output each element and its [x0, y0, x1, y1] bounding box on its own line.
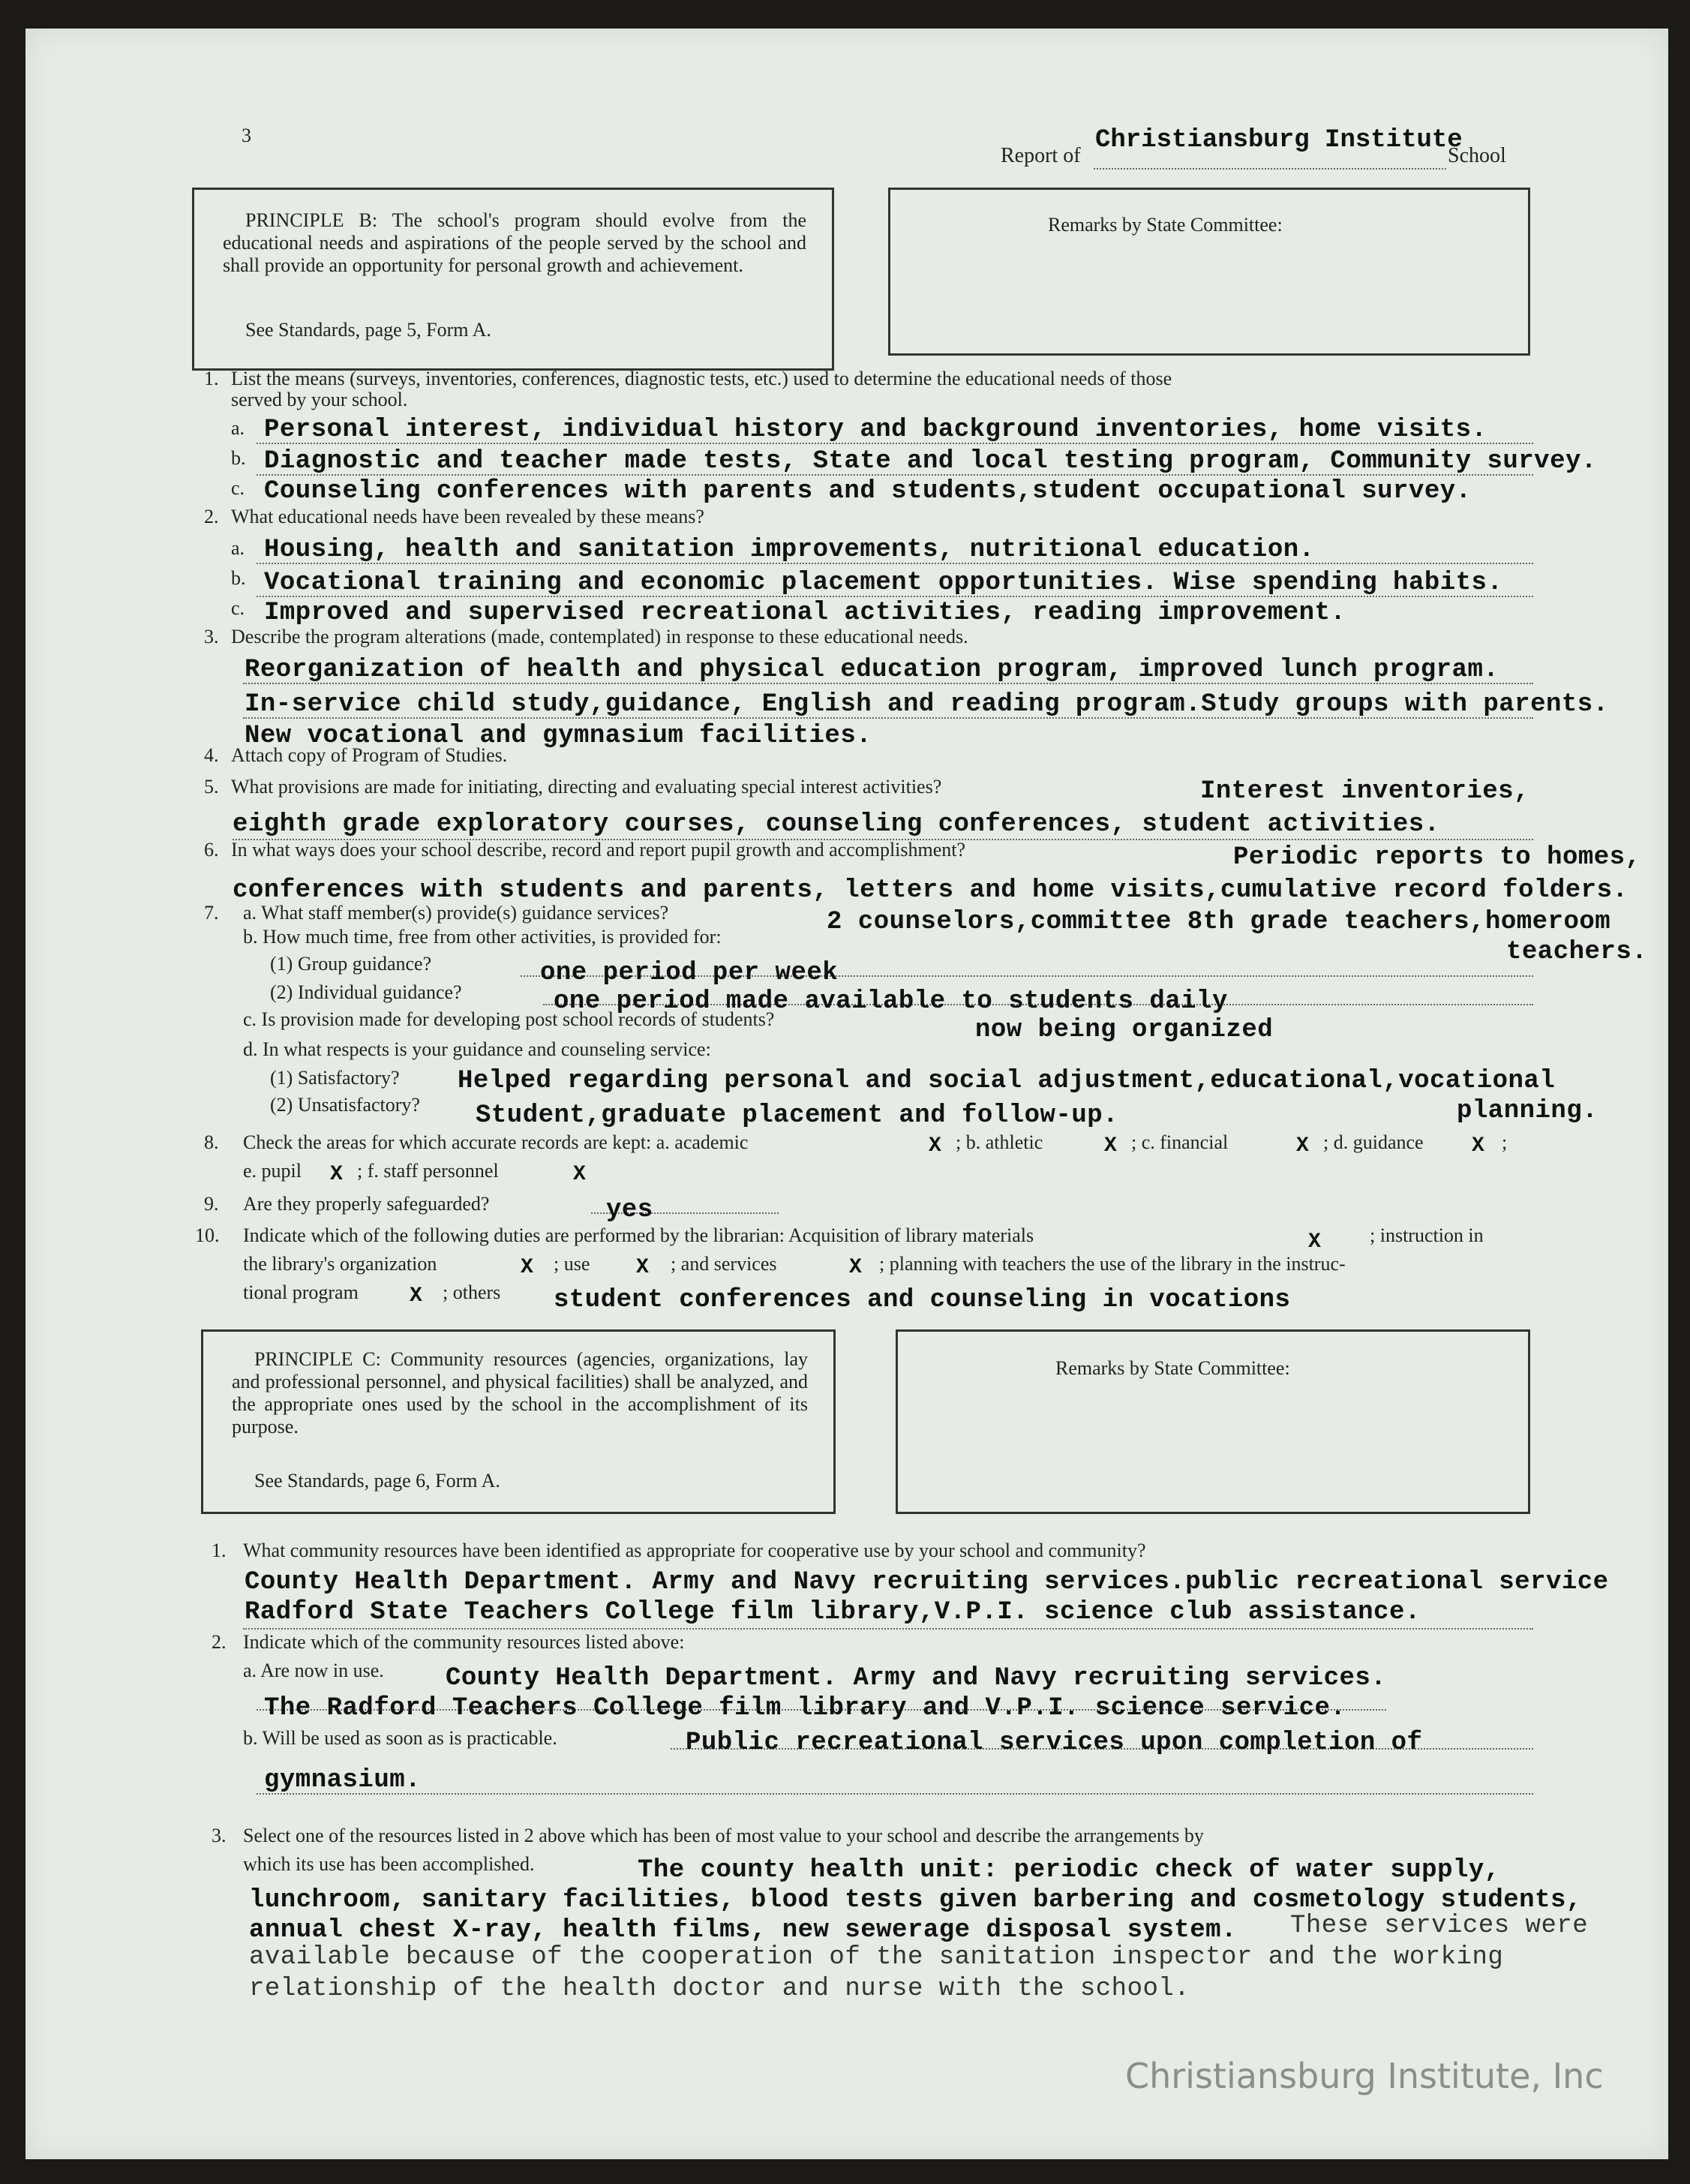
q1-text: List the means (surveys, inventories, conferences, diagnostic tests, etc.) used to determine the educational needs of those — [231, 368, 1172, 389]
principle-c-see-standards: See Standards, page 6, Form A. — [254, 1470, 500, 1492]
q3-text: Describe the program alterations (made, contemplated) in response to these educational needs. — [231, 626, 968, 647]
q10-acquisition-mark: X — [1308, 1230, 1321, 1254]
q10-text-1: Indicate which of the following duties are performed by the librarian: Acquisition of library materials — [243, 1224, 1034, 1246]
q5-text: What provisions are made for initiating, directing and evaluating special interest activities? — [231, 776, 942, 798]
q6-answer-2: conferences with students and parents, letters and home visits,cumulative record folders. — [233, 876, 1628, 905]
c2a-answer: County Health Department. Army and Navy recruiting services. — [446, 1664, 1387, 1693]
q2-text: What educational needs have been revealed by these means? — [231, 506, 704, 527]
q2-answer-a: Housing, health and sanitation improvements, nutritional education. — [264, 536, 1315, 564]
q10-use-mark: X — [636, 1256, 649, 1279]
q2-answer-c: Improved and supervised recreational activities, reading improvement. — [264, 599, 1346, 627]
q10-text-3a: tional program — [243, 1281, 359, 1303]
q1-text-2: served by your school. — [231, 389, 408, 410]
school-name-line — [1094, 168, 1446, 170]
q2-answer-b: Vocational training and economic placement opportunities. Wise spending habits. — [264, 569, 1503, 597]
principle-b-box — [192, 188, 834, 371]
q7a-answer: 2 counselors,committee 8th grade teachers,homeroom — [827, 908, 1611, 936]
remarks-box-b — [888, 188, 1530, 356]
c2b-answer: Public recreational services upon completion of — [686, 1729, 1423, 1757]
q10-program-mark: X — [410, 1284, 422, 1308]
q7a-text: a. What staff member(s) provide(s) guidance services? — [243, 902, 669, 924]
q7d1-label: (1) Satisfactory? — [270, 1067, 400, 1089]
q7b-text: b. How much time, free from other activities, is provided for: — [243, 926, 722, 948]
q8-athletic-label: ; b. athletic — [956, 1131, 1043, 1153]
q7b2-answer: one period made available to students daily — [554, 987, 1228, 1016]
q7b2-label: (2) Individual guidance? — [270, 981, 462, 1003]
q3-answer-2: In-service child study,guidance, English and reading program.Study groups with parents. — [245, 690, 1609, 719]
q7c-text: c. Is provision made for developing post school records of students? — [243, 1008, 775, 1030]
q7d1-answer-2: planning. — [1457, 1097, 1598, 1125]
page-number: 3 — [242, 125, 251, 146]
q1-answer-b: Diagnostic and teacher made tests, State and local testing program, Community survey. — [264, 447, 1597, 476]
school-suffix: School — [1448, 144, 1506, 167]
c2-number: 2. — [212, 1631, 227, 1653]
q10-text-2a: the library's organization — [243, 1253, 437, 1275]
principle-b-see-standards: See Standards, page 5, Form A. — [245, 319, 491, 341]
q3-answer-3: New vocational and gymnasium facilities. — [245, 722, 872, 750]
q10-text-3b: ; others — [443, 1281, 501, 1303]
q10-text-2d: ; planning with teachers the use of the library in the instruc- — [879, 1253, 1346, 1275]
q8-staff-mark: X — [573, 1163, 586, 1186]
q7c-answer: now being organized — [975, 1016, 1274, 1044]
q8-pupil-mark: X — [330, 1163, 343, 1186]
c1-answer-2: Radford State Teachers College film library,V.P.I. science club assistance. — [245, 1598, 1421, 1627]
q8-financial-mark: X — [1296, 1134, 1309, 1158]
school-name: Christiansburg Institute — [1095, 126, 1463, 155]
c2a-answer-2: The Radford Teachers College film library and V.P.I. science service. — [264, 1694, 1346, 1723]
q9-answer: yes — [606, 1196, 653, 1224]
q10-others-answer: student conferences and counseling in vocations — [554, 1286, 1291, 1314]
q8-guidance-mark: X — [1472, 1134, 1484, 1158]
q3-answer-1: Reorganization of health and physical education program, improved lunch program. — [245, 656, 1499, 684]
q8-number: 8. — [204, 1131, 219, 1153]
q7a-answer-2: teachers. — [1506, 938, 1648, 966]
q8-text: Check the areas for which accurate records are kept: a. academic — [243, 1131, 749, 1153]
q9-number: 9. — [204, 1193, 219, 1215]
principle-c-box — [201, 1329, 836, 1514]
c3-text-2: which its use has been accomplished. — [243, 1853, 535, 1875]
q8-financial-label: ; c. financial — [1131, 1131, 1229, 1153]
q6-text: In what ways does your school describe, record and report pupil growth and accomplishment? — [231, 839, 966, 861]
remarks-box-c — [896, 1329, 1530, 1514]
q4-number: 4. — [204, 744, 219, 766]
q7b1-answer: one period per week — [540, 959, 839, 987]
c3-answer-3b: These services were — [1290, 1912, 1589, 1940]
report-of-label: Report of — [1001, 144, 1081, 167]
q10-text-1b: ; instruction in — [1370, 1224, 1484, 1246]
q8-athletic-mark: X — [1104, 1134, 1117, 1158]
q1-answer-a: Personal interest, individual history and background inventories, home visits. — [264, 416, 1487, 444]
c2b-answer-2: gymnasium. — [264, 1766, 422, 1795]
q10-text-2c: ; and services — [671, 1253, 777, 1275]
q10-number: 10. — [195, 1224, 220, 1246]
c1-text: What community resources have been identified as appropriate for cooperative use by your school and community? — [243, 1540, 1146, 1561]
document-page: 3 Report of Christiansburg Institute School PRINCIPLE B: The school's program should evolve from the educational needs and aspirations of the people served by the school and shall provide an opportunity for personal growth and achievement. See Standards, page 5, Form A. Remarks by State Committee: 1. List the means (surveys, inventories, conferences, diagnostic tests, etc.) used to determine the educational needs of those served by your school. a. Personal interest, individual history and background inventories, home visits. b. Diagnostic and teacher made tests, State and local testing program, Community survey. c. Counseling conferences with parents and students,student occupational survey. 2. What educational needs have been revealed by these means? a. Housing, health and sanitation improvements, nutritional education. b. Vocational training and economic placement opportunities. Wise spending habits. c. Improved and supervised recreational activities, reading improvement. 3. Describe the program alterations (made, contemplated) in response to these educational needs. Reorganization of health and physical education program, improved lunch program. In-service child study,guidance, English and reading program.Study groups with parents. New vocational and gymnasium facilities. 4. Attach copy of Program of Studies. 5. What provisions are made for initiating, directing and evaluating special interest activities? Interest inventories, eighth grade exploratory courses, counseling conferences, student activities. 6. In what ways does your school describe, record and report pupil growth and accomplishment? Periodic reports to homes, conferences with students and parents, letters and home visits,cumulative record folders. 7. a. What staff member(s) provide(s) guidance services? 2 counselors,committee 8th grade teachers,homeroom b. How much time, free from other activities, is provided for: teachers. (1) Group guidance? one period per week (2) Individual guidance? one period made available to students daily c. Is provision made for developing post school records of students? now being organized d. In what respects is your guidance and counseling service: (1) Satisfactory? Helped regarding personal and social adjustment,educational,vocational planning. (2) Unsatisfactory? Student,graduate placement and follow-up. 8. Check the areas for which accurate records are kept: a. academic X ; b. athletic X ; c. financial X ; d. guidance X ; e. pupil X ; f. staff personnel X 9. Are they properly safeguarded? yes 10. Indicate which of the following duties are performed by the librarian: Acquisition of library materials X ; instruction in the library's organization X ; use X ; and services X ; planning with teachers the use of the library in the instruc- tional program X ; others student conferences and counseling in vocations PRINCIPLE C: Community resources (agencies, organizations, lay and professional personnel, and physical facilities) shall be analyzed, and the appropriate ones used by the school in the accomplishment of its purpose. See Standards, page 6, Form A. Remarks by State Committee: 1. What community resources have been identified as appropriate for cooperative use by your school and community? County Health Department. Army and Navy recruiting services.public recreational service Radford State Teachers College film library,V.P.I. science club assistance. 2. Indicate which of the community resources listed above: a. Are now in use. County Health Department. Army and Navy recruiting services. The Radford Teachers College film library and V.P.I. science service. b. Will be used as soon as is practicable. Public recreational services upon completion of gymnasium. 3. Select one of the resources listed in 2 above which has been of most value to your school and describe the arrangements by which its use has been accomplished. The county health unit: periodic check of water supply, lunchroom, sanitary facilities, blood tests given barbering and cosmetology students, annual chest X-ray, health films, new sewerage disposal system. These services were available because of the cooperation of the sanitation inspector and the working relationship of the health doctor and nurse with the school. Christiansburg Institute, Inc — [26, 29, 1668, 2159]
q8-pupil-label: e. pupil — [243, 1160, 302, 1182]
q1-number: 1. — [204, 368, 219, 389]
remarks-label-c: Remarks by State Committee: — [1055, 1357, 1290, 1379]
q1-answer-c: Counseling conferences with parents and students,student occupational survey. — [264, 477, 1472, 506]
principle-b-text: PRINCIPLE B: The school's program should evolve from the educational needs and aspirations of the people served by the school and shall provide an opportunity for personal growth and achievement. — [223, 209, 806, 276]
c3-answer-1: The county health unit: periodic check of water supply, — [638, 1856, 1500, 1885]
q7d1-answer: Helped regarding personal and social adjustment,educational,vocational — [458, 1067, 1556, 1095]
q9-text: Are they properly safeguarded? — [243, 1193, 490, 1215]
c2-text: Indicate which of the community resources listed above: — [243, 1631, 685, 1653]
remarks-label-b: Remarks by State Committee: — [1048, 214, 1283, 236]
q7b1-label: (1) Group guidance? — [270, 953, 432, 975]
q7-number: 7. — [204, 902, 219, 924]
q2-number: 2. — [204, 506, 219, 527]
c1-number: 1. — [212, 1540, 227, 1561]
watermark: Christiansburg Institute, Inc — [1125, 2056, 1604, 2096]
q10-services-mark: X — [849, 1256, 862, 1279]
q8-staff-label: ; f. staff personnel — [357, 1160, 499, 1182]
q10-organization-mark: X — [521, 1256, 533, 1279]
q5-number: 5. — [204, 776, 219, 798]
c1-answer-1: County Health Department. Army and Navy recruiting services.public recreational service — [245, 1568, 1609, 1597]
q5-answer-2: eighth grade exploratory courses, counseling conferences, student activities. — [233, 810, 1440, 839]
c2b-label: b. Will be used as soon as is practicable. — [243, 1727, 557, 1749]
q8-guidance-label: ; d. guidance — [1323, 1131, 1424, 1153]
principle-c-text: PRINCIPLE C: Community resources (agencies, organizations, lay and professional personnel, and physical facilities) shall be analyzed, and the appropriate ones used by the school in the accomplishment of its purpose. — [232, 1348, 808, 1437]
q8-end: ; — [1502, 1131, 1508, 1153]
q6-answer-1: Periodic reports to homes, — [1233, 843, 1641, 872]
q4-text: Attach copy of Program of Studies. — [231, 744, 508, 766]
q8-academic-mark: X — [929, 1134, 941, 1158]
q7d2-label: (2) Unsatisfactory? — [270, 1094, 420, 1116]
q6-number: 6. — [204, 839, 219, 861]
c3-number: 3. — [212, 1825, 227, 1846]
q3-number: 3. — [204, 626, 219, 647]
c2a-label: a. Are now in use. — [243, 1660, 384, 1681]
c3-text: Select one of the resources listed in 2 above which has been of most value to your school and describe the arrangements by — [243, 1825, 1204, 1846]
q10-text-2b: ; use — [554, 1253, 590, 1275]
q5-answer-1: Interest inventories, — [1200, 777, 1529, 806]
c3-answer-3a: annual chest X-ray, health films, new sewerage disposal system. — [249, 1916, 1237, 1945]
q7d-text: d. In what respects is your guidance and counseling service: — [243, 1038, 711, 1060]
c3-answer-2: lunchroom, sanitary facilities, blood tests given barbering and cosmetology students, — [249, 1886, 1582, 1915]
q7d2-answer: Student,graduate placement and follow-up. — [476, 1101, 1119, 1130]
c3-answer-5: relationship of the health doctor and nurse with the school. — [249, 1975, 1190, 2003]
c3-answer-4: available because of the cooperation of the sanitation inspector and the working — [249, 1943, 1504, 1972]
